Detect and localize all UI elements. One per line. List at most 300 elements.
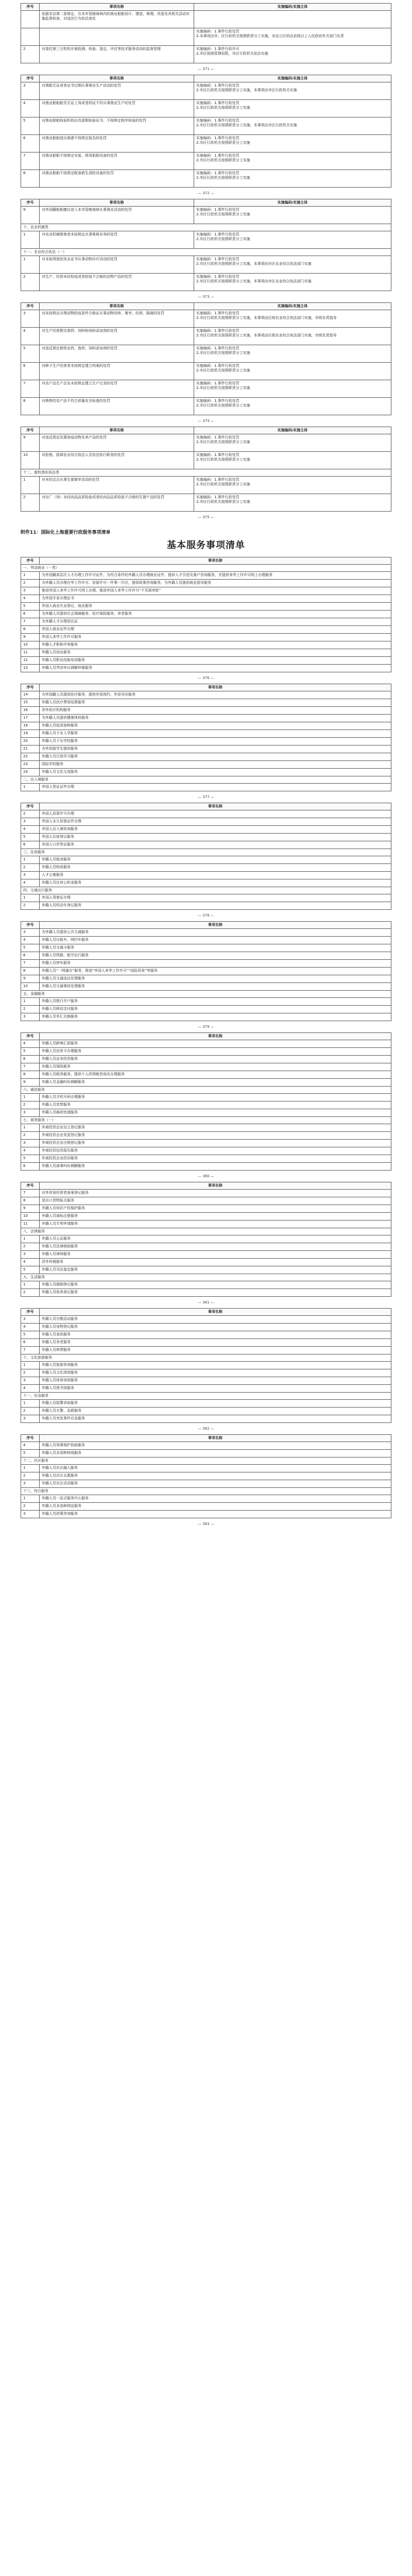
table-row [21, 1346, 391, 1354]
item-name: 对出厂（场）未经肉品品质检验或者经肉品品质检验不合格的生猪产品的处罚 [40, 494, 194, 512]
item-name: 外籍人员法律援助服务 [40, 1243, 391, 1250]
item-name: 对拒绝、阻碍农业综合执法人员依法执行职务的处罚 [40, 452, 194, 469]
table-row [21, 1197, 391, 1205]
item-name: 外籍人员殡葬服务 [40, 1346, 391, 1354]
row-number: 7 [21, 380, 40, 398]
table-row [21, 398, 391, 415]
row-number: 20 [21, 737, 40, 745]
table-row [21, 1220, 391, 1228]
table-row [21, 952, 391, 959]
table-row [21, 494, 391, 512]
item-name: 外籍人员交通事故处理服务 [40, 982, 391, 990]
table-row [21, 936, 391, 944]
table-row [21, 28, 391, 46]
row-number: 1 [21, 1124, 40, 1131]
row-number: 7 [21, 959, 40, 967]
item-implementation: 实施编码：1.事件行政处罚 2.市区行政机关按照职责分工实施 [194, 207, 391, 224]
column-header: 序号 [21, 199, 40, 207]
row-number: 8 [21, 967, 40, 975]
item-name: 对未按规定办理动物防疫条件合格证从事动物饲养、屠宰、经营、隔离的处罚 [40, 310, 194, 328]
row-number: 1 [21, 231, 40, 249]
data-table [21, 302, 391, 415]
table-row [21, 310, 391, 328]
item-name: 外籍人员宽带服务 [40, 1101, 391, 1109]
row-number: 18 [21, 722, 40, 730]
row-number: 8 [21, 170, 40, 188]
table-row [21, 1449, 391, 1457]
item-name: 外籍人员证券投资服务 [40, 1055, 391, 1063]
category-label: 一、劳动就业（一类） [21, 564, 391, 571]
data-table [21, 199, 391, 291]
page-number: — 380 — [198, 1174, 214, 1178]
column-header: 事项名称 [40, 557, 391, 564]
table-row [21, 477, 391, 494]
item-implementation: 实施编码：1.事件行政处罚 2.市区行政机关按照职责分工实施，本事项由区级农业综合执法部门实施，市级负责指导 [194, 310, 391, 328]
row-number: 5 [21, 1047, 40, 1055]
item-name: 外商投资企业设立登记服务 [40, 1124, 391, 1131]
row-number: 2 [21, 1369, 40, 1377]
item-name: 外籍人员家政服务 [40, 1331, 391, 1338]
category-row [21, 1116, 391, 1124]
item-name: 外籍人员社区志愿服务 [40, 1472, 391, 1480]
row-number: 3 [21, 310, 40, 328]
table-row [21, 1078, 391, 1086]
table-header-row [21, 1182, 391, 1189]
data-table [21, 803, 391, 910]
item-name: 外籍人员金融纠纷调解服务 [40, 1078, 391, 1086]
item-name: 外籍人才职称评审服务 [40, 641, 391, 649]
row-number: 7 [21, 1346, 40, 1354]
table-row [21, 135, 391, 152]
row-number: 5 [21, 833, 40, 841]
page-number: — 382 — [198, 1426, 214, 1431]
row-number: 4 [21, 1323, 40, 1331]
category-label: 三、住房服务 [21, 849, 391, 856]
table-row [21, 610, 391, 618]
column-header: 事项名称 [40, 4, 194, 11]
item-implementation: 实施编码：1.事件行政处罚 2.市区行政机关按照职责分工实施 [194, 452, 391, 469]
row-number: 2 [21, 494, 40, 512]
column-header: 事项名称 [40, 75, 194, 82]
column-header: 事项名称 [40, 1434, 391, 1442]
item-implementation: 实施编码：1.事件行政处罚 2.市区行政机关按照职责分工实施 [194, 363, 391, 380]
table-header-row [21, 199, 391, 207]
row-number: 1 [21, 1235, 40, 1243]
table-row [21, 818, 391, 825]
table-row [21, 274, 391, 291]
table-row [21, 841, 391, 849]
item-name: 外籍人员一站式服务中心服务 [40, 1495, 391, 1502]
item-name: 外籍人员报警求助服务 [40, 1399, 391, 1407]
category-label: 十、农业机械类 [21, 224, 391, 231]
row-number: 1 [21, 477, 40, 494]
row-number: 1 [21, 1361, 40, 1369]
column-header: 序号 [21, 1182, 40, 1189]
table-header-row [21, 4, 391, 11]
table-row [21, 1243, 391, 1250]
table-row [21, 894, 391, 902]
column-header: 事项名称 [40, 684, 391, 691]
row-number: 1 [21, 571, 40, 579]
row-number: 2 [21, 1101, 40, 1109]
row-number: 16 [21, 706, 40, 714]
item-implementation: 实施编码：1.事件行政处罚 2.市区行政机关按照职责分工实施 [194, 398, 391, 415]
item-implementation: 实施编码：1.事件行政处罚 2.市区行政机关按照职责分工实施 [194, 231, 391, 249]
item-name: 外籍人员租房服务 [40, 856, 391, 863]
category-row [21, 1228, 391, 1235]
item-name: 对渔业船舶检验机构出具虚假检验证书、不按规定程序检验的处罚 [40, 117, 194, 135]
table-row [21, 579, 391, 587]
item-name: 对农产品生产企业未按规定建立生产记录的处罚 [40, 380, 194, 398]
row-number: 2 [21, 1472, 40, 1480]
item-name: 外籍人员体育场馆服务 [40, 1377, 391, 1384]
table-row [21, 1131, 391, 1139]
row-number: 2 [21, 1005, 40, 1013]
row-number [21, 11, 40, 28]
table-row [21, 810, 391, 818]
row-number: 5 [21, 1266, 40, 1274]
data-table [21, 1308, 391, 1423]
row-number: 2 [21, 274, 40, 291]
item-name: 对渔业船舶船员无证上岗或者持证不符从事渔业生产的处罚 [40, 100, 194, 117]
table-row [21, 117, 391, 135]
item-name: 外籍人员银行开户服务 [40, 997, 391, 1005]
item-name: 为外国籍人员提供医疗服务，提供外语预约、外语导诊服务 [40, 691, 391, 699]
table-row [21, 587, 391, 595]
page-number: — 372 — [198, 191, 214, 195]
item-name: 外籍人员婚姻登记服务 [40, 1281, 391, 1289]
row-number: 6 [21, 135, 40, 152]
item-name: 为外籍人员提供社会保障服务、医疗保险服务、养老服务 [40, 610, 391, 618]
table-row [21, 1323, 391, 1331]
row-number: 3 [21, 871, 40, 879]
row-number: 3 [21, 1315, 40, 1323]
item-name: 外籍人员保险服务 [40, 1063, 391, 1071]
item-name: 对外贸易经营者备案登记服务 [40, 1189, 391, 1197]
table-row [21, 944, 391, 952]
table-row [21, 833, 391, 841]
table-header-row [21, 427, 391, 434]
page-number: — 375 — [198, 515, 214, 519]
row-number: 9 [21, 1205, 40, 1212]
item-name: 依据本法第二条规定，在本市管辖海域内的渔业船舶设计、建造、修理、改造及其相关活动实施监督检查，对违法行为依法查处 [40, 11, 194, 28]
row-number: 3 [21, 1377, 40, 1384]
page-number: — 374 — [198, 419, 214, 423]
item-name: 外籍人员社区活动服务 [40, 1480, 391, 1487]
table-row [21, 1399, 391, 1407]
item-name: 对销售的农产品不符合质量安全标准的处罚 [40, 398, 194, 415]
table-row [21, 595, 391, 602]
item-name: 外籍人员交通卡服务 [40, 944, 391, 952]
item-implementation: 实施编码：1.事件行政处罚 2.市区行政机关按照职责分工实施 [194, 100, 391, 117]
category-label: 九、生活服务 [21, 1274, 391, 1281]
category-label: 四、交通出行服务 [21, 887, 391, 894]
column-header: 序号 [21, 4, 40, 11]
item-name: 外籍人员税务服务，提供个人所得税咨询及办理服务 [40, 1071, 391, 1078]
row-number: 4 [21, 1258, 40, 1266]
table-row [21, 641, 391, 649]
row-number: 9 [21, 1078, 40, 1086]
row-number: 6 [21, 952, 40, 959]
item-name: 外籍人员多语种热线服务 [40, 1449, 391, 1457]
data-table [21, 1434, 391, 1518]
page-number: — 377 — [198, 794, 214, 799]
table-row [21, 1315, 391, 1323]
item-name: 外国人出入境咨询服务 [40, 825, 391, 833]
row-number: 10 [21, 1212, 40, 1220]
table-row [21, 1331, 391, 1338]
row-number: 6 [21, 610, 40, 618]
table-row [21, 256, 391, 274]
table-row [21, 1338, 391, 1346]
table-row [21, 1005, 391, 1013]
column-header: 实施编码/实施主体 [194, 4, 391, 11]
row-number: 4 [21, 879, 40, 887]
category-row [21, 1354, 391, 1361]
table-row [21, 1235, 391, 1243]
category-row [21, 249, 391, 256]
row-number: 8 [21, 1197, 40, 1205]
table-row [21, 1480, 391, 1487]
row-number: 11 [21, 649, 40, 656]
page-number: — 379 — [198, 1024, 214, 1029]
item-implementation: 实施编码：1.事件行政处罚 2.市区行政机关按照职责分工实施 [194, 170, 391, 188]
item-name: 外籍人员出租车、网约车服务 [40, 936, 391, 944]
item-name: 外籍人员司法鉴定服务 [40, 1266, 391, 1274]
row-number: 1 [21, 894, 40, 902]
table-row [21, 11, 391, 28]
row-number: 1 [21, 256, 40, 274]
data-table [21, 684, 391, 791]
column-header: 序号 [21, 684, 40, 691]
column-header: 实施编码/实施主体 [194, 199, 391, 207]
row-number: 7 [21, 1189, 40, 1197]
row-number: 17 [21, 714, 40, 722]
table-row [21, 1384, 391, 1392]
table-row [21, 1502, 391, 1510]
row-number: 3 [21, 1013, 40, 1021]
table-row [21, 706, 391, 714]
row-number: 4 [21, 100, 40, 117]
table-row [21, 902, 391, 909]
item-name: 外籍人员养老服务 [40, 1338, 391, 1346]
item-name: 外籍人员文化交流服务 [40, 768, 391, 776]
row-number: 6 [21, 1338, 40, 1346]
item-name: 外籍人员跨境汇款服务 [40, 1040, 391, 1047]
row-number: 1 [21, 856, 40, 863]
table-row [21, 82, 391, 100]
row-number: 6 [21, 841, 40, 849]
item-implementation: 实施编码：1.事件行政处罚 2.市区行政机关按照职责分工实施，本事项由市区行政机关实施 [194, 82, 391, 100]
row-number: 3 [21, 1250, 40, 1258]
category-row [21, 1274, 391, 1281]
item-name: 对渔业船舶不按规定配备救生消防设备的处罚 [40, 170, 194, 188]
item-implementation: 实施编码：1.事件行政处罚 2.市区行政机关按照职责分工实施，本事项由市区行政机关实施 [194, 117, 391, 135]
row-number: 9 [21, 975, 40, 982]
item-implementation: 实施编码：1.事件行政处罚 2.市区行政机关按照职责分工实施 [194, 380, 391, 398]
category-row [21, 849, 391, 856]
item-name: 对生产经营假劣兽药、饲料和饲料添加剂的处罚 [40, 328, 194, 345]
item-name: 外国人永久居留证件办理 [40, 818, 391, 825]
row-number: 9 [21, 207, 40, 224]
row-number: 10 [21, 641, 40, 649]
category-label: 十三、综合服务 [21, 1487, 391, 1495]
row-number [21, 28, 40, 46]
item-name: 外籍人员移动支付服务 [40, 1005, 391, 1013]
row-number: 3 [21, 587, 40, 595]
item-implementation: 实施编码：1.事件行政处罚 2.市区行政机关按照职责分工实施 [194, 434, 391, 452]
item-name: 对渔业船舶进出渔港不按规定报告的处罚 [40, 135, 194, 152]
item-name: 为外籍人员提供健康体检服务 [40, 714, 391, 722]
item-name: 为外籍人才办理居住证 [40, 618, 391, 625]
item-name: 外国人就业证件办理 [40, 625, 391, 633]
item-name: 外籍人员手机号码办理服务 [40, 1093, 391, 1101]
item-name: 外籍人员交通违法处理服务 [40, 975, 391, 982]
data-table [21, 1032, 391, 1171]
table-row [21, 856, 391, 863]
item-implementation: 实施编码：1.事件行政处罚 2.市区行政机关按照职责分工实施 [194, 345, 391, 363]
row-number: 8 [21, 398, 40, 415]
item-name: 外籍人员停车服务 [40, 959, 391, 967]
column-header: 序号 [21, 1308, 40, 1315]
item-name: 外国人口岸签证服务 [40, 841, 391, 849]
row-number: 5 [21, 1331, 40, 1338]
table-row [21, 1109, 391, 1116]
table-row [21, 1205, 391, 1212]
row-number: 4 [21, 825, 40, 833]
item-implementation: 实施编码：1.事件行政处罚 2.市区行政机关按照职责分工实施 [194, 135, 391, 152]
table-row [21, 722, 391, 730]
row-number: 5 [21, 345, 40, 363]
row-number: 1 [21, 1281, 40, 1289]
table-row [21, 879, 391, 887]
row-number: 3 [21, 1510, 40, 1518]
list-title: 基本服务事项清单 [167, 540, 245, 551]
table-row [21, 656, 391, 664]
table-row [21, 328, 391, 345]
item-name: 对外国籍船舶擅自进入本市管辖海域从事渔业活动的处罚 [40, 207, 194, 224]
column-header: 事项名称 [40, 1182, 391, 1189]
table-row [21, 1040, 391, 1047]
row-number: 3 [21, 928, 40, 936]
column-header: 序号 [21, 75, 40, 82]
row-number: 4 [21, 1040, 40, 1047]
item-name: 国际学校服务 [40, 760, 391, 768]
table-row [21, 982, 391, 990]
column-header: 序号 [21, 557, 40, 564]
row-number: 2 [21, 1243, 40, 1250]
row-number: 2 [21, 1407, 40, 1415]
row-number: 5 [21, 117, 40, 135]
item-name: 对未经定点从事生猪屠宰活动的处罚 [40, 477, 194, 494]
table-header-row [21, 684, 391, 691]
item-name: 外籍人员汉语学习服务 [40, 753, 391, 760]
row-number: 24 [21, 768, 40, 776]
row-number: 11 [21, 1220, 40, 1228]
table-row [21, 959, 391, 967]
category-label: 十、文化旅游服务 [21, 1354, 391, 1361]
item-name: 对农业机械维修者未按规定从事维修业务的处罚 [40, 231, 194, 249]
item-name: 外国人住宿登记服务 [40, 833, 391, 841]
row-number: 4 [21, 1442, 40, 1449]
row-number: 10 [21, 452, 40, 469]
column-header: 事项名称 [40, 427, 194, 434]
item-name: 外籍人员医疗费用结算服务 [40, 699, 391, 706]
item-name: 外籍人员宗教活动服务 [40, 1315, 391, 1323]
data-table [21, 427, 391, 512]
table-row [21, 871, 391, 879]
table-row [21, 975, 391, 982]
table-row [21, 664, 391, 672]
data-table [21, 3, 391, 63]
table-row [21, 571, 391, 579]
table-row [21, 1093, 391, 1101]
row-number: 22 [21, 753, 40, 760]
item-name: 为外国籍高层次人才办理工作许可证件，为符合条件的外籍人员办理就业证件，提供人才引进及落户咨询服务，并提供来华工作许可网上办理服务 [40, 571, 391, 579]
column-header: 实施编码/实施主体 [194, 75, 391, 82]
row-number: 1 [21, 783, 40, 791]
row-number: 6 [21, 363, 40, 380]
table-row [21, 1063, 391, 1071]
row-number: 1 [21, 1495, 40, 1502]
table-row [21, 1415, 391, 1422]
table-row [21, 100, 391, 117]
table-row [21, 452, 391, 469]
table-row [21, 1266, 391, 1274]
column-header: 事项名称 [40, 303, 194, 310]
row-number: 7 [21, 1063, 40, 1071]
item-name: 外籍人员机动车登记服务 [40, 902, 391, 909]
item-name: 外籍人员“一网通办”服务，推进“外国人来华工作许可”“国际贸易”等服务 [40, 967, 391, 975]
row-number: 10 [21, 982, 40, 990]
item-name: 外籍人员社区融入服务 [40, 1464, 391, 1472]
item-name: 为外国专家办理证书 [40, 595, 391, 602]
row-number: 9 [21, 633, 40, 641]
item-implementation: 实施编码：1.事件行政处罚 2.市区行政机关按照职责分工实施 [194, 152, 391, 170]
table-header-row [21, 1308, 391, 1315]
category-row [21, 990, 391, 997]
row-number: 12 [21, 656, 40, 664]
page-number: — 383 — [198, 1521, 214, 1526]
row-number: 5 [21, 944, 40, 952]
column-header: 序号 [21, 303, 40, 310]
table-row [21, 1047, 391, 1055]
table-header-row [21, 557, 391, 564]
item-implementation: 实施编码：1.事件行政处罚 2.市区行政机关按照职责分工实施 [194, 494, 391, 512]
table-row [21, 363, 391, 380]
table-row [21, 997, 391, 1005]
table-row [21, 760, 391, 768]
table-header-row [21, 803, 391, 810]
category-row [21, 1392, 391, 1399]
category-label: 八、法律服务 [21, 1228, 391, 1235]
row-number: 2 [21, 810, 40, 818]
item-name: 对未取得兽医执业证书从事动物诊疗活动的处罚 [40, 256, 194, 274]
table-row [21, 825, 391, 833]
item-name: 对渔船无证或者证书过期从事渔业生产活动的处罚 [40, 82, 194, 100]
table-row [21, 1055, 391, 1063]
row-number: 4 [21, 595, 40, 602]
category-row [21, 564, 391, 571]
table-row [21, 691, 391, 699]
row-number: 7 [21, 618, 40, 625]
category-row [21, 887, 391, 894]
table-row [21, 231, 391, 249]
item-name: 外籍人员专利申请服务 [40, 1220, 391, 1228]
row-number: 4 [21, 1384, 40, 1392]
item-name: 外籍人员住房公积金服务 [40, 879, 391, 887]
item-name: 外籍人员火警、急救服务 [40, 1407, 391, 1415]
